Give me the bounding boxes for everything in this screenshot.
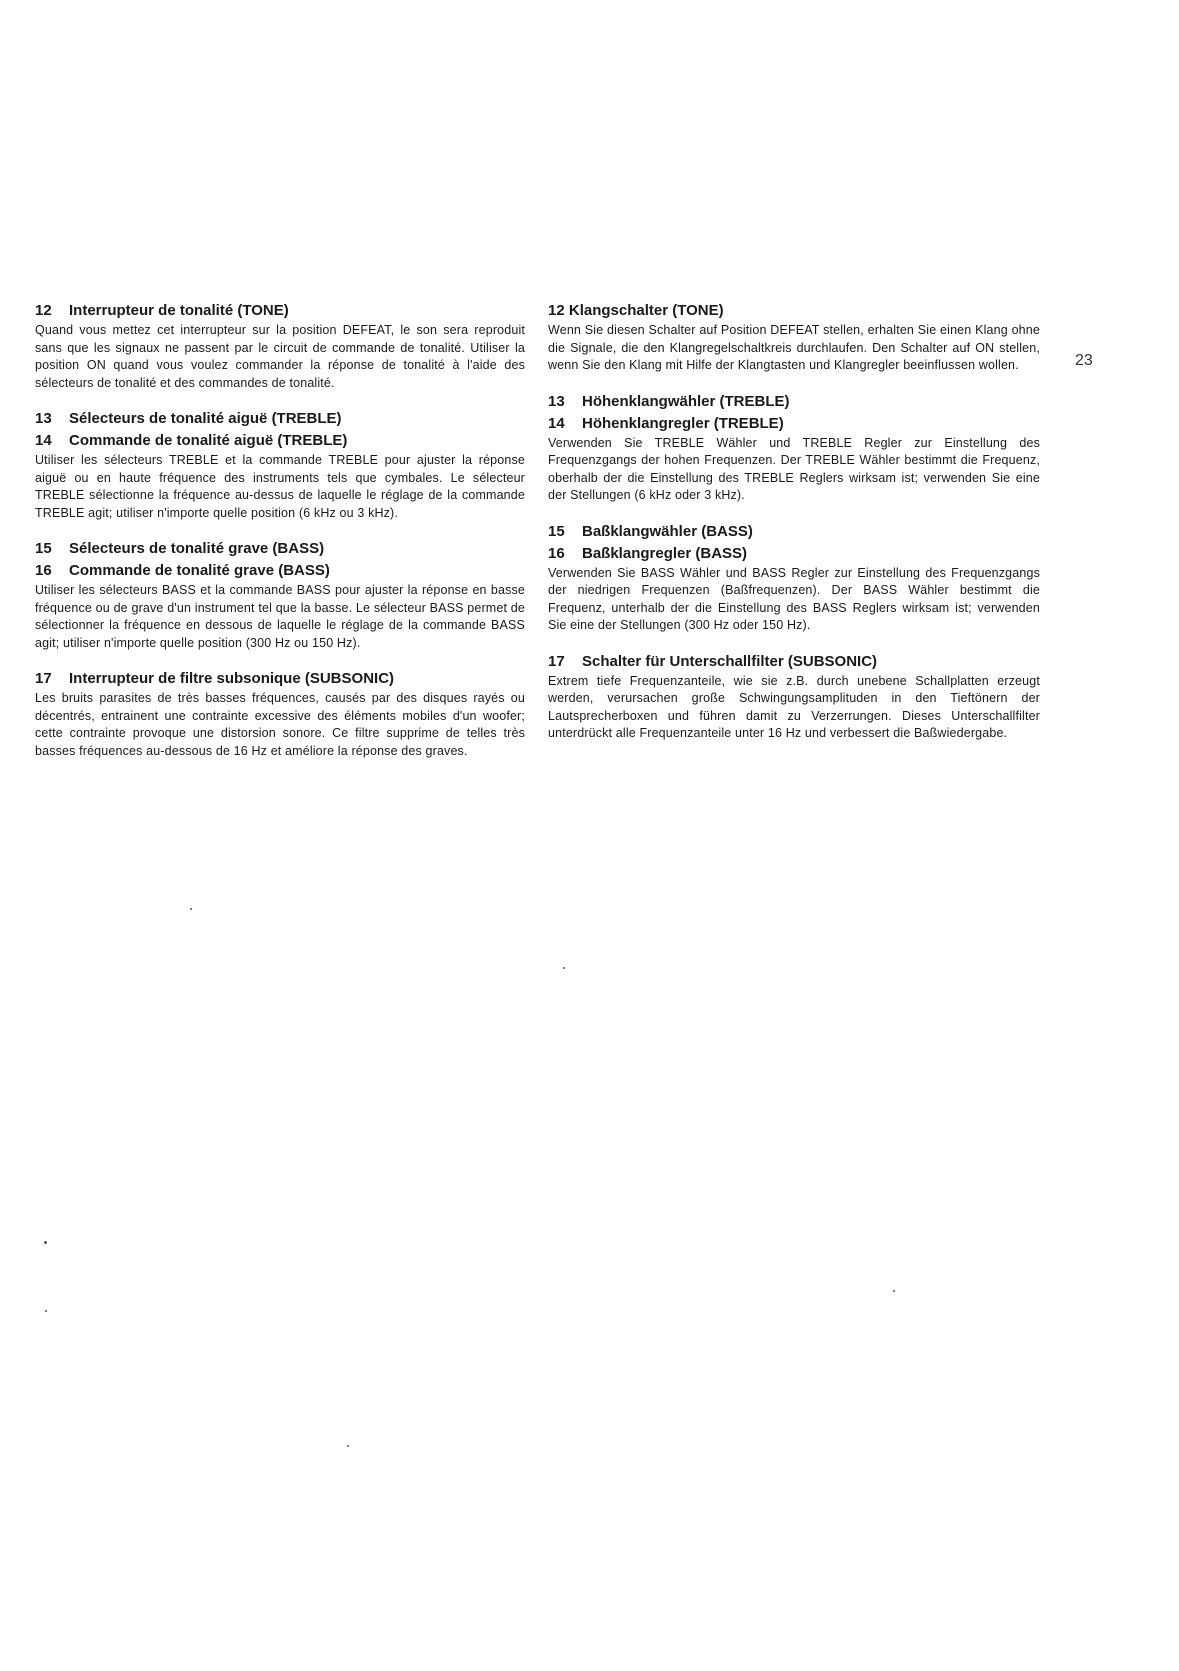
heading-number: 15 (548, 522, 565, 540)
scan-speck (44, 1241, 47, 1244)
section-tone-fr (35, 300, 525, 392)
heading-12-fr (35, 300, 525, 322)
page-number: 23 (1075, 352, 1093, 369)
heading-14-fr (35, 430, 525, 452)
section-subsonic-de (548, 651, 1040, 743)
heading-number: 15 (35, 540, 52, 557)
section-subsonic-fr (35, 668, 525, 760)
scan-speck (893, 1290, 895, 1292)
french-column (35, 300, 525, 776)
heading-16-fr (35, 560, 525, 582)
heading-number: 17 (35, 670, 52, 687)
heading-12-de (548, 300, 1040, 322)
heading-13-de (548, 391, 1040, 413)
scan-speck (190, 908, 192, 910)
paragraph-treble-de: Verwenden Sie TREBLE Wähler und TREBLE Regler zur Einstellung des Frequenzgangs der hohen Frequenzen. Der TREBLE Wähler bestimmt die Frequenz, oberhalb der die Einstellung des TREBLE Reglers wirksam ist; verwenden Sie eine der Stellungen (6 kHz oder 3 kHz). (548, 435, 1040, 502)
heading-number: 16 (548, 544, 565, 562)
heading-15-de (548, 521, 1040, 543)
heading-title: Baßklangregler (BASS) (582, 544, 748, 562)
heading-number: 13 (35, 410, 52, 427)
heading-number: 16 (35, 562, 52, 579)
section-treble-fr (35, 408, 525, 522)
heading-13-fr (35, 408, 525, 430)
heading-number: 14 (35, 432, 52, 449)
heading-15-fr (35, 538, 525, 560)
heading-title: Baßklangwähler (BASS) (582, 522, 753, 540)
heading-17-de (548, 651, 1040, 673)
paragraph-subsonic-de: Extrem tiefe Frequenzanteile, wie sie z.B. durch unebene Schallplatten erzeugt werden, verursachen große Schwingungsamplituden in den Tieftönern der Lautsprecherboxen und führen damit zu Verzerrungen. Dieses Unterschallfilter unterdrückt alle Frequenzanteile unter 16 Hz und verbessert die Baßwiedergabe. (548, 673, 1040, 740)
heading-title: Interrupteur de tonalité (TONE) (69, 302, 289, 319)
scan-speck (45, 1310, 47, 1312)
paragraph-treble-fr: Utiliser les sélecteurs TREBLE et la commande TREBLE pour ajuster la réponse aiguë ou en haute fréquence des instruments tels que cymbales. Le sélecteur TREBLE sélectionne la fréquence au-dessus de laquelle le réglage de la commande TREBLE agit; utiliser n'importe quelle position (6 kHz ou 3 kHz). (35, 453, 525, 520)
heading-number: 12 (35, 302, 52, 319)
heading-16-de (548, 543, 1040, 565)
section-tone-de (548, 300, 1040, 375)
heading-number: 13 (548, 392, 565, 410)
heading-number: 14 (548, 414, 565, 432)
section-bass-fr (35, 538, 525, 652)
heading-title: Sélecteurs de tonalité aiguë (TREBLE) (69, 410, 342, 427)
heading-title: Schalter für Unterschallfilter (SUBSONIC) (582, 652, 878, 670)
heading-title: Höhenklangregler (TREBLE) (582, 414, 784, 432)
heading-title: Commande de tonalité grave (BASS) (69, 562, 330, 579)
paragraph-tone-de: Wenn Sie diesen Schalter auf Position DEFEAT stellen, erhalten Sie einen Klang ohne die Signale, die den Klangregelschaltkreis durchlaufen. Den Schalter auf ON stellen, wenn Sie den Klang mit Hilfe der Klangtasten und Klangregler beeinflussen wollen. (548, 323, 1040, 372)
paragraph-tone-fr: Quand vous mettez cet interrupteur sur la position DEFEAT, le son sera reproduit sans que les signaux ne passent par le circuit de commande de tonalité. Utiliser la position ON quand vous voulez commander la réponse de tonalité à l'aide des sélecteurs de tonalité et des commandes de tonalité. (35, 323, 525, 390)
section-bass-de (548, 521, 1040, 635)
heading-title: Interrupteur de filtre subsonique (SUBSONIC) (69, 670, 395, 687)
paragraph-subsonic-fr: Les bruits parasites de très basses fréquences, causés par des disques rayés ou décentrés, entrainent une contrainte excessive des éléments mobiles d'un woofer; cette contrainte provoque une distorsion sonore. Ce filtre supprime de telles très basses fréquences au-dessous de 16 Hz et améliore la réponse des graves. (35, 691, 525, 758)
scan-speck (563, 967, 565, 969)
german-column (548, 300, 1040, 759)
heading-title: Sélecteurs de tonalité grave (BASS) (69, 540, 325, 557)
scan-speck (347, 1445, 349, 1447)
heading-number: 12 (548, 302, 565, 319)
heading-title: Klangschalter (TONE) (568, 302, 724, 319)
heading-title: Commande de tonalité aiguë (TREBLE) (69, 432, 348, 449)
heading-14-de (548, 413, 1040, 435)
heading-17-fr (35, 668, 525, 690)
heading-title: Höhenklangwähler (TREBLE) (582, 392, 790, 410)
paragraph-bass-fr: Utiliser les sélecteurs BASS et la commande BASS pour ajuster la réponse en basse fréquence ou de grave d'un instrument tel que la basse. Le sélecteur BASS permet de sélectionner la fréquence en dessous de laquelle le réglage de la commande BASS agit; utiliser n'importe quelle position (300 Hz ou 150 Hz). (35, 583, 525, 650)
section-treble-de (548, 391, 1040, 505)
paragraph-bass-de: Verwenden Sie BASS Wähler und BASS Regler zur Einstellung des Frequenzgangs der niedrigen Frequenzen (Baßfrequenzen). Der BASS Wähler bestimmt die Frequenz, unterhalb der die Einstellung des BASS Reglers wirksam ist; verwenden Sie eine der Stellungen (300 Hz oder 150 Hz). (548, 565, 1040, 632)
heading-number: 17 (548, 652, 565, 670)
